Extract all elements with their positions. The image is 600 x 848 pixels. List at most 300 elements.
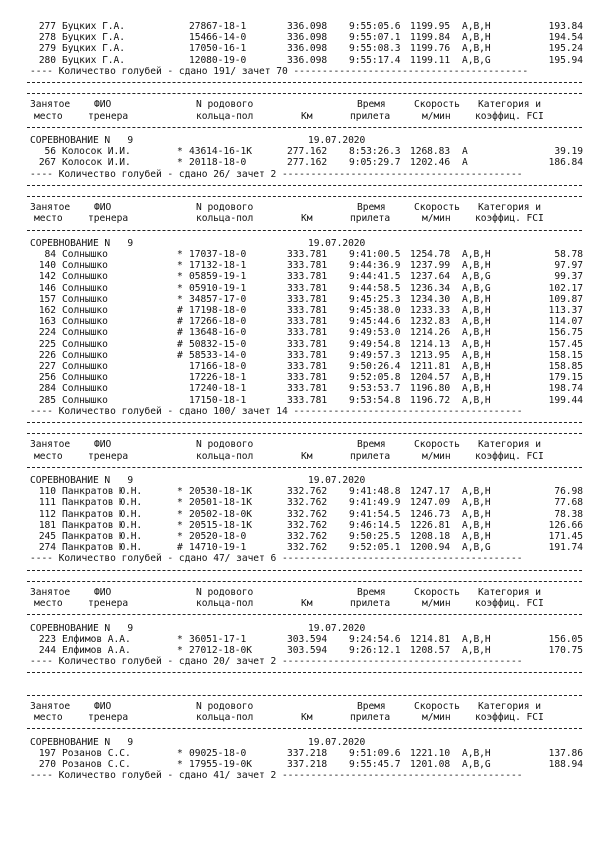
mark-cell: * bbox=[177, 508, 183, 520]
col-category-sublabel: коэффиц. FCI bbox=[475, 213, 544, 225]
arrival-time-cell: 9:49:53.0 bbox=[349, 327, 401, 339]
distance-km-cell: 332.762 bbox=[287, 542, 328, 554]
arrival-time-cell: 9:45:38.0 bbox=[349, 305, 401, 316]
trainer-name-cell: Панкратов Ю.Н. bbox=[62, 497, 143, 509]
col-trainer-sublabel: тренера bbox=[88, 712, 129, 724]
ring-number-cell: 17226-18-1 bbox=[189, 372, 247, 384]
header-rule-top bbox=[27, 433, 582, 434]
ring-number-cell: 20515-18-1K bbox=[189, 519, 252, 531]
fci-coef-cell: 39.19 bbox=[554, 146, 583, 158]
place-cell: 140 bbox=[38, 260, 56, 272]
fci-coef-cell: 195.24 bbox=[548, 43, 583, 55]
col-ring-sublabel: кольца-пол bbox=[196, 598, 254, 610]
column-header-row-2 bbox=[0, 598, 600, 609]
arrival-time-cell: 9:55:05.6 bbox=[349, 21, 401, 32]
mark-cell: * bbox=[177, 249, 183, 260]
speed-cell: 1199.95 bbox=[410, 21, 451, 32]
col-time-label: Время bbox=[357, 202, 386, 214]
ring-number-cell: 15466-14-0 bbox=[189, 32, 247, 44]
place-cell: 267 bbox=[38, 157, 56, 169]
distance-km-cell: 333.781 bbox=[287, 349, 328, 361]
col-time-sublabel: прилета bbox=[350, 598, 391, 610]
col-place-sublabel: место bbox=[34, 110, 63, 122]
header-rule-bottom bbox=[27, 728, 582, 729]
trainer-name-cell: Солнышко bbox=[62, 383, 108, 395]
col-ring-label: N родового bbox=[196, 587, 254, 598]
trainer-name-cell: Панкратов Ю.Н. bbox=[62, 531, 143, 542]
result-row bbox=[0, 497, 600, 508]
speed-cell: 1246.73 bbox=[410, 508, 451, 520]
header-rule-top bbox=[27, 695, 582, 696]
fci-coef-cell: 186.84 bbox=[548, 157, 583, 169]
trainer-name-cell: Панкратов Ю.Н. bbox=[62, 486, 143, 498]
arrival-time-cell: 9:46:14.5 bbox=[349, 519, 401, 531]
col-ring-sublabel: кольца-пол bbox=[196, 110, 254, 122]
ring-number-cell: 58533-14-0 bbox=[189, 349, 247, 361]
arrival-time-cell: 9:53:53.7 bbox=[349, 383, 401, 395]
col-ring-sublabel: кольца-пол bbox=[196, 213, 254, 225]
col-ring-label: N родового bbox=[196, 202, 254, 214]
col-time-sublabel: прилета bbox=[350, 213, 391, 225]
col-time-sublabel: прилета bbox=[350, 712, 391, 724]
competition-date: 19.07.2020 bbox=[308, 622, 366, 634]
ring-number-cell: 17037-18-0 bbox=[189, 249, 247, 260]
mark-cell: * bbox=[177, 747, 183, 759]
distance-km-cell: 333.781 bbox=[287, 383, 328, 395]
arrival-time-cell: 9:55:07.1 bbox=[349, 32, 401, 44]
place-cell: 197 bbox=[38, 747, 56, 759]
arrival-time-cell: 9:44:58.5 bbox=[349, 282, 401, 294]
category-cell: A,B,H bbox=[462, 747, 491, 759]
header-rule-bottom bbox=[27, 614, 582, 615]
ring-number-cell: 20520-18-0 bbox=[189, 531, 247, 542]
trainer-name-cell: Буцких Г.А. bbox=[62, 32, 125, 44]
competition-title-row bbox=[0, 737, 600, 748]
col-speed-label: Скорость bbox=[414, 701, 460, 712]
place-cell: 279 bbox=[38, 43, 56, 55]
result-row bbox=[0, 645, 600, 656]
distance-km-cell: 332.762 bbox=[287, 497, 328, 509]
place-cell: 285 bbox=[38, 394, 56, 406]
place-cell: 225 bbox=[38, 338, 56, 350]
mark-cell: # bbox=[177, 316, 183, 328]
ring-number-cell: 17166-18-0 bbox=[189, 361, 247, 372]
result-row bbox=[0, 43, 600, 54]
category-cell: A bbox=[462, 146, 468, 158]
speed-cell: 1196.80 bbox=[410, 383, 451, 395]
ring-number-cell: 12080-19-0 bbox=[189, 54, 247, 66]
arrival-time-cell: 9:53:54.8 bbox=[349, 394, 401, 406]
col-trainer-label: ФИО bbox=[94, 587, 112, 598]
distance-km-cell: 333.781 bbox=[287, 293, 328, 305]
place-cell: 112 bbox=[38, 508, 56, 520]
distance-km-cell: 303.594 bbox=[287, 633, 328, 645]
col-category-label: Категория и bbox=[478, 701, 541, 712]
fci-coef-cell: 78.38 bbox=[554, 508, 583, 520]
mark-cell: * bbox=[177, 759, 183, 770]
pigeon-count-line bbox=[0, 656, 600, 667]
column-header-row-2 bbox=[0, 712, 600, 723]
arrival-time-cell: 9:05:29.7 bbox=[349, 157, 401, 169]
col-category-label: Категория и bbox=[478, 99, 541, 111]
result-row bbox=[0, 350, 600, 361]
speed-cell: 1254.78 bbox=[410, 249, 451, 260]
result-row bbox=[0, 634, 600, 645]
mark-cell: * bbox=[177, 146, 183, 158]
pigeon-count-line bbox=[0, 169, 600, 180]
place-cell: 226 bbox=[38, 349, 56, 361]
speed-cell: 1201.08 bbox=[410, 759, 451, 770]
fci-coef-cell: 76.98 bbox=[554, 486, 583, 498]
col-trainer-sublabel: тренера bbox=[88, 450, 129, 462]
ring-number-cell: 20530-18-1K bbox=[189, 486, 252, 498]
column-header-row-2 bbox=[0, 111, 600, 122]
count-text: ---- Количество голубей - сдано 100/ зачет 14 ---------------------------------------- bbox=[30, 405, 523, 417]
place-cell: 157 bbox=[38, 293, 56, 305]
col-category-sublabel: коэффиц. FCI bbox=[475, 712, 544, 724]
col-category-label: Категория и bbox=[478, 202, 541, 214]
col-trainer-sublabel: тренера bbox=[88, 213, 129, 225]
fci-coef-cell: 156.05 bbox=[548, 633, 583, 645]
distance-km-cell: 277.162 bbox=[287, 146, 328, 158]
col-km-label: Км bbox=[301, 110, 313, 122]
ring-number-cell: 17050-16-1 bbox=[189, 43, 247, 55]
category-cell: A,B,H bbox=[462, 327, 491, 339]
trainer-name-cell: Солнышко bbox=[62, 361, 108, 372]
speed-cell: 1213.95 bbox=[410, 349, 451, 361]
pigeon-count-line bbox=[0, 770, 600, 781]
section-rule bbox=[27, 422, 582, 423]
count-text: ---- Количество голубей - сдано 41/ зачет 2 ------------------------------------------ bbox=[30, 770, 523, 782]
speed-cell: 1200.94 bbox=[410, 542, 451, 554]
distance-km-cell: 336.098 bbox=[287, 32, 328, 44]
result-row bbox=[0, 748, 600, 759]
mark-cell: * bbox=[177, 293, 183, 305]
arrival-time-cell: 9:55:08.3 bbox=[349, 43, 401, 55]
place-cell: 280 bbox=[38, 54, 56, 66]
category-cell: A,B,G bbox=[462, 542, 491, 554]
ring-number-cell: 43614-16-1K bbox=[189, 146, 252, 158]
section-rule bbox=[27, 185, 582, 186]
trainer-name-cell: Солнышко bbox=[62, 249, 108, 260]
place-cell: 284 bbox=[38, 383, 56, 395]
mark-cell: * bbox=[177, 486, 183, 498]
fci-coef-cell: 113.37 bbox=[548, 305, 583, 316]
category-cell: A,B,H bbox=[462, 21, 491, 32]
category-cell: A,B,H bbox=[462, 361, 491, 372]
mark-cell: * bbox=[177, 633, 183, 645]
fci-coef-cell: 158.15 bbox=[548, 349, 583, 361]
header-rule-bottom bbox=[27, 467, 582, 468]
col-place-label: Занятое bbox=[30, 587, 71, 598]
competition-label: СОРЕВНОВАНИЕ N 9 bbox=[30, 736, 134, 748]
col-place-sublabel: место bbox=[34, 450, 63, 462]
trainer-name-cell: Розанов С.С. bbox=[62, 747, 131, 759]
place-cell: 270 bbox=[38, 759, 56, 770]
section-rule bbox=[27, 570, 582, 571]
column-header-row-1 bbox=[0, 587, 600, 598]
col-ring-label: N родового bbox=[196, 99, 254, 111]
distance-km-cell: 333.781 bbox=[287, 372, 328, 384]
mark-cell: * bbox=[177, 157, 183, 169]
ring-number-cell: 17955-19-0K bbox=[189, 759, 252, 770]
speed-cell: 1199.11 bbox=[410, 54, 451, 66]
col-speed-label: Скорость bbox=[414, 99, 460, 111]
place-cell: 163 bbox=[38, 316, 56, 328]
result-row bbox=[0, 361, 600, 372]
speed-cell: 1226.81 bbox=[410, 519, 451, 531]
fci-coef-cell: 137.86 bbox=[548, 747, 583, 759]
result-row bbox=[0, 21, 600, 32]
col-speed-sublabel: м/мин bbox=[422, 450, 451, 462]
distance-km-cell: 332.762 bbox=[287, 508, 328, 520]
pigeon-count-line bbox=[0, 406, 600, 417]
col-time-label: Время bbox=[357, 701, 386, 712]
place-cell: 245 bbox=[38, 531, 56, 542]
count-text: ---- Количество голубей - сдано 20/ зачет 2 ------------------------------------------ bbox=[30, 656, 523, 668]
speed-cell: 1202.46 bbox=[410, 157, 451, 169]
distance-km-cell: 336.098 bbox=[287, 54, 328, 66]
competition-title-row bbox=[0, 475, 600, 486]
speed-cell: 1208.18 bbox=[410, 531, 451, 542]
competition-date: 19.07.2020 bbox=[308, 237, 366, 249]
category-cell: A,B,G bbox=[462, 54, 491, 66]
place-cell: 110 bbox=[38, 486, 56, 498]
col-km-label: Км bbox=[301, 213, 313, 225]
trainer-name-cell: Солнышко bbox=[62, 305, 108, 316]
arrival-time-cell: 9:52:05.8 bbox=[349, 372, 401, 384]
place-cell: 146 bbox=[38, 282, 56, 294]
ring-number-cell: 27012-18-0K bbox=[189, 645, 252, 656]
category-cell: A,B,H bbox=[462, 486, 491, 498]
speed-cell: 1199.84 bbox=[410, 32, 451, 44]
section-rule bbox=[27, 82, 582, 83]
header-rule-bottom bbox=[27, 230, 582, 231]
trainer-name-cell: Буцких Г.А. bbox=[62, 21, 125, 32]
column-header-row-1 bbox=[0, 439, 600, 450]
competition-label: СОРЕВНОВАНИЕ N 9 bbox=[30, 475, 134, 486]
result-row bbox=[0, 157, 600, 168]
category-cell: A,B,H bbox=[462, 305, 491, 316]
competition-label: СОРЕВНОВАНИЕ N 9 bbox=[30, 135, 134, 146]
trainer-name-cell: Буцких Г.А. bbox=[62, 43, 125, 55]
col-speed-sublabel: м/мин bbox=[422, 712, 451, 724]
col-place-sublabel: место bbox=[34, 598, 63, 610]
ring-number-cell: 36051-17-1 bbox=[189, 633, 247, 645]
fci-coef-cell: 188.94 bbox=[548, 759, 583, 770]
place-cell: 278 bbox=[38, 32, 56, 44]
speed-cell: 1268.83 bbox=[410, 146, 451, 158]
column-header-row-2 bbox=[0, 451, 600, 462]
speed-cell: 1211.81 bbox=[410, 361, 451, 372]
competition-date: 19.07.2020 bbox=[308, 736, 366, 748]
col-category-sublabel: коэффиц. FCI bbox=[475, 450, 544, 462]
mark-cell: # bbox=[177, 305, 183, 316]
speed-cell: 1214.26 bbox=[410, 327, 451, 339]
distance-km-cell: 333.781 bbox=[287, 394, 328, 406]
speed-cell: 1196.72 bbox=[410, 394, 451, 406]
speed-cell: 1237.99 bbox=[410, 260, 451, 272]
category-cell: A,B,H bbox=[462, 43, 491, 55]
competition-label: СОРЕВНОВАНИЕ N 9 bbox=[30, 237, 134, 249]
col-trainer-sublabel: тренера bbox=[88, 598, 129, 610]
result-row bbox=[0, 327, 600, 338]
category-cell: A,B,H bbox=[462, 383, 491, 395]
col-speed-label: Скорость bbox=[414, 439, 460, 451]
pigeon-count-line bbox=[0, 553, 600, 564]
arrival-time-cell: 9:26:12.1 bbox=[349, 645, 401, 656]
col-category-label: Категория и bbox=[478, 587, 541, 598]
category-cell: A,B,H bbox=[462, 497, 491, 509]
category-cell: A,B,H bbox=[462, 32, 491, 44]
speed-cell: 1234.30 bbox=[410, 293, 451, 305]
result-row bbox=[0, 32, 600, 43]
col-km-label: Км bbox=[301, 598, 313, 610]
trainer-name-cell: Розанов С.С. bbox=[62, 759, 131, 770]
category-cell: A,B,H bbox=[462, 316, 491, 328]
result-row bbox=[0, 271, 600, 282]
fci-coef-cell: 198.74 bbox=[548, 383, 583, 395]
distance-km-cell: 333.781 bbox=[287, 249, 328, 260]
arrival-time-cell: 9:49:54.8 bbox=[349, 338, 401, 350]
category-cell: A,B,H bbox=[462, 293, 491, 305]
arrival-time-cell: 9:44:36.9 bbox=[349, 260, 401, 272]
col-time-sublabel: прилета bbox=[350, 450, 391, 462]
mark-cell: * bbox=[177, 645, 183, 656]
arrival-time-cell: 9:41:48.8 bbox=[349, 486, 401, 498]
trainer-name-cell: Елфимов А.А. bbox=[62, 645, 131, 656]
speed-cell: 1221.10 bbox=[410, 747, 451, 759]
distance-km-cell: 333.781 bbox=[287, 361, 328, 372]
ring-number-cell: 27867-18-1 bbox=[189, 21, 247, 32]
fci-coef-cell: 158.85 bbox=[548, 361, 583, 372]
trainer-name-cell: Солнышко bbox=[62, 349, 108, 361]
distance-km-cell: 333.781 bbox=[287, 271, 328, 283]
category-cell: A,B,H bbox=[462, 338, 491, 350]
category-cell: A,B,G bbox=[462, 282, 491, 294]
speed-cell: 1233.33 bbox=[410, 305, 451, 316]
ring-number-cell: 17132-18-1 bbox=[189, 260, 247, 272]
arrival-time-cell: 9:24:54.6 bbox=[349, 633, 401, 645]
distance-km-cell: 333.781 bbox=[287, 338, 328, 350]
place-cell: 111 bbox=[38, 497, 56, 509]
mark-cell: * bbox=[177, 531, 183, 542]
arrival-time-cell: 9:41:54.5 bbox=[349, 508, 401, 520]
col-km-label: Км bbox=[301, 712, 313, 724]
count-text: ---- Количество голубей - сдано 47/ зачет 6 ------------------------------------------ bbox=[30, 553, 523, 565]
distance-km-cell: 332.762 bbox=[287, 486, 328, 498]
trainer-name-cell: Солнышко bbox=[62, 372, 108, 384]
ring-number-cell: 34857-17-0 bbox=[189, 293, 247, 305]
category-cell: A,B,H bbox=[462, 508, 491, 520]
trainer-name-cell: Буцких Г.А. bbox=[62, 54, 125, 66]
col-speed-label: Скорость bbox=[414, 202, 460, 214]
speed-cell: 1232.83 bbox=[410, 316, 451, 328]
place-cell: 256 bbox=[38, 372, 56, 384]
col-trainer-label: ФИО bbox=[94, 701, 112, 712]
speed-cell: 1236.34 bbox=[410, 282, 451, 294]
speed-cell: 1199.76 bbox=[410, 43, 451, 55]
result-row bbox=[0, 339, 600, 350]
fci-coef-cell: 58.78 bbox=[554, 249, 583, 260]
trainer-name-cell: Панкратов Ю.Н. bbox=[62, 542, 143, 554]
category-cell: A,B,G bbox=[462, 759, 491, 770]
category-cell: A,B,H bbox=[462, 633, 491, 645]
fci-coef-cell: 126.66 bbox=[548, 519, 583, 531]
competition-date: 19.07.2020 bbox=[308, 475, 366, 486]
fci-coef-cell: 102.17 bbox=[548, 282, 583, 294]
ring-number-cell: 20118-18-0 bbox=[189, 157, 247, 169]
result-row bbox=[0, 249, 600, 260]
col-trainer-label: ФИО bbox=[94, 439, 112, 451]
ring-number-cell: 09025-18-0 bbox=[189, 747, 247, 759]
mark-cell: * bbox=[177, 282, 183, 294]
col-time-label: Время bbox=[357, 587, 386, 598]
fci-coef-cell: 156.75 bbox=[548, 327, 583, 339]
category-cell: A,B,H bbox=[462, 394, 491, 406]
result-row bbox=[0, 316, 600, 327]
trainer-name-cell: Елфимов А.А. bbox=[62, 633, 131, 645]
distance-km-cell: 332.762 bbox=[287, 519, 328, 531]
header-rule-top bbox=[27, 581, 582, 582]
column-header-row-1 bbox=[0, 99, 600, 110]
trainer-name-cell: Колосок И.И. bbox=[62, 146, 131, 158]
trainer-name-cell: Солнышко bbox=[62, 316, 108, 328]
col-category-sublabel: коэффиц. FCI bbox=[475, 598, 544, 610]
fci-coef-cell: 170.75 bbox=[548, 645, 583, 656]
speed-cell: 1204.57 bbox=[410, 372, 451, 384]
category-cell: A,B,H bbox=[462, 531, 491, 542]
ring-number-cell: 13648-16-0 bbox=[189, 327, 247, 339]
col-place-sublabel: место bbox=[34, 213, 63, 225]
category-cell: A,B,H bbox=[462, 372, 491, 384]
fci-coef-cell: 179.15 bbox=[548, 372, 583, 384]
col-trainer-label: ФИО bbox=[94, 99, 112, 111]
pigeon-count-line bbox=[0, 66, 600, 77]
column-header-row-1 bbox=[0, 202, 600, 213]
result-row bbox=[0, 486, 600, 497]
col-place-label: Занятое bbox=[30, 439, 71, 451]
category-cell: A bbox=[462, 157, 468, 169]
col-speed-sublabel: м/мин bbox=[422, 598, 451, 610]
header-rule-top bbox=[27, 93, 582, 94]
col-ring-sublabel: кольца-пол bbox=[196, 450, 254, 462]
competition-title-row bbox=[0, 238, 600, 249]
competition-label: СОРЕВНОВАНИЕ N 9 bbox=[30, 622, 134, 634]
speed-cell: 1214.81 bbox=[410, 633, 451, 645]
competition-date: 19.07.2020 bbox=[308, 135, 366, 146]
place-cell: 181 bbox=[38, 519, 56, 531]
fci-coef-cell: 97.97 bbox=[554, 260, 583, 272]
ring-number-cell: 17198-18-0 bbox=[189, 305, 247, 316]
arrival-time-cell: 9:55:45.7 bbox=[349, 759, 401, 770]
ring-number-cell: 05859-19-1 bbox=[189, 271, 247, 283]
category-cell: A,B,G bbox=[462, 271, 491, 283]
result-row bbox=[0, 542, 600, 553]
trainer-name-cell: Колосок И.И. bbox=[62, 157, 131, 169]
fci-coef-cell: 114.07 bbox=[548, 316, 583, 328]
place-cell: 277 bbox=[38, 21, 56, 32]
place-cell: 56 bbox=[44, 146, 56, 158]
arrival-time-cell: 9:41:00.5 bbox=[349, 249, 401, 260]
trainer-name-cell: Панкратов Ю.Н. bbox=[62, 508, 143, 520]
trainer-name-cell: Солнышко bbox=[62, 338, 108, 350]
arrival-time-cell: 9:50:26.4 bbox=[349, 361, 401, 372]
place-cell: 223 bbox=[38, 633, 56, 645]
ring-number-cell: 50832-15-0 bbox=[189, 338, 247, 350]
distance-km-cell: 337.218 bbox=[287, 759, 328, 770]
place-cell: 224 bbox=[38, 327, 56, 339]
